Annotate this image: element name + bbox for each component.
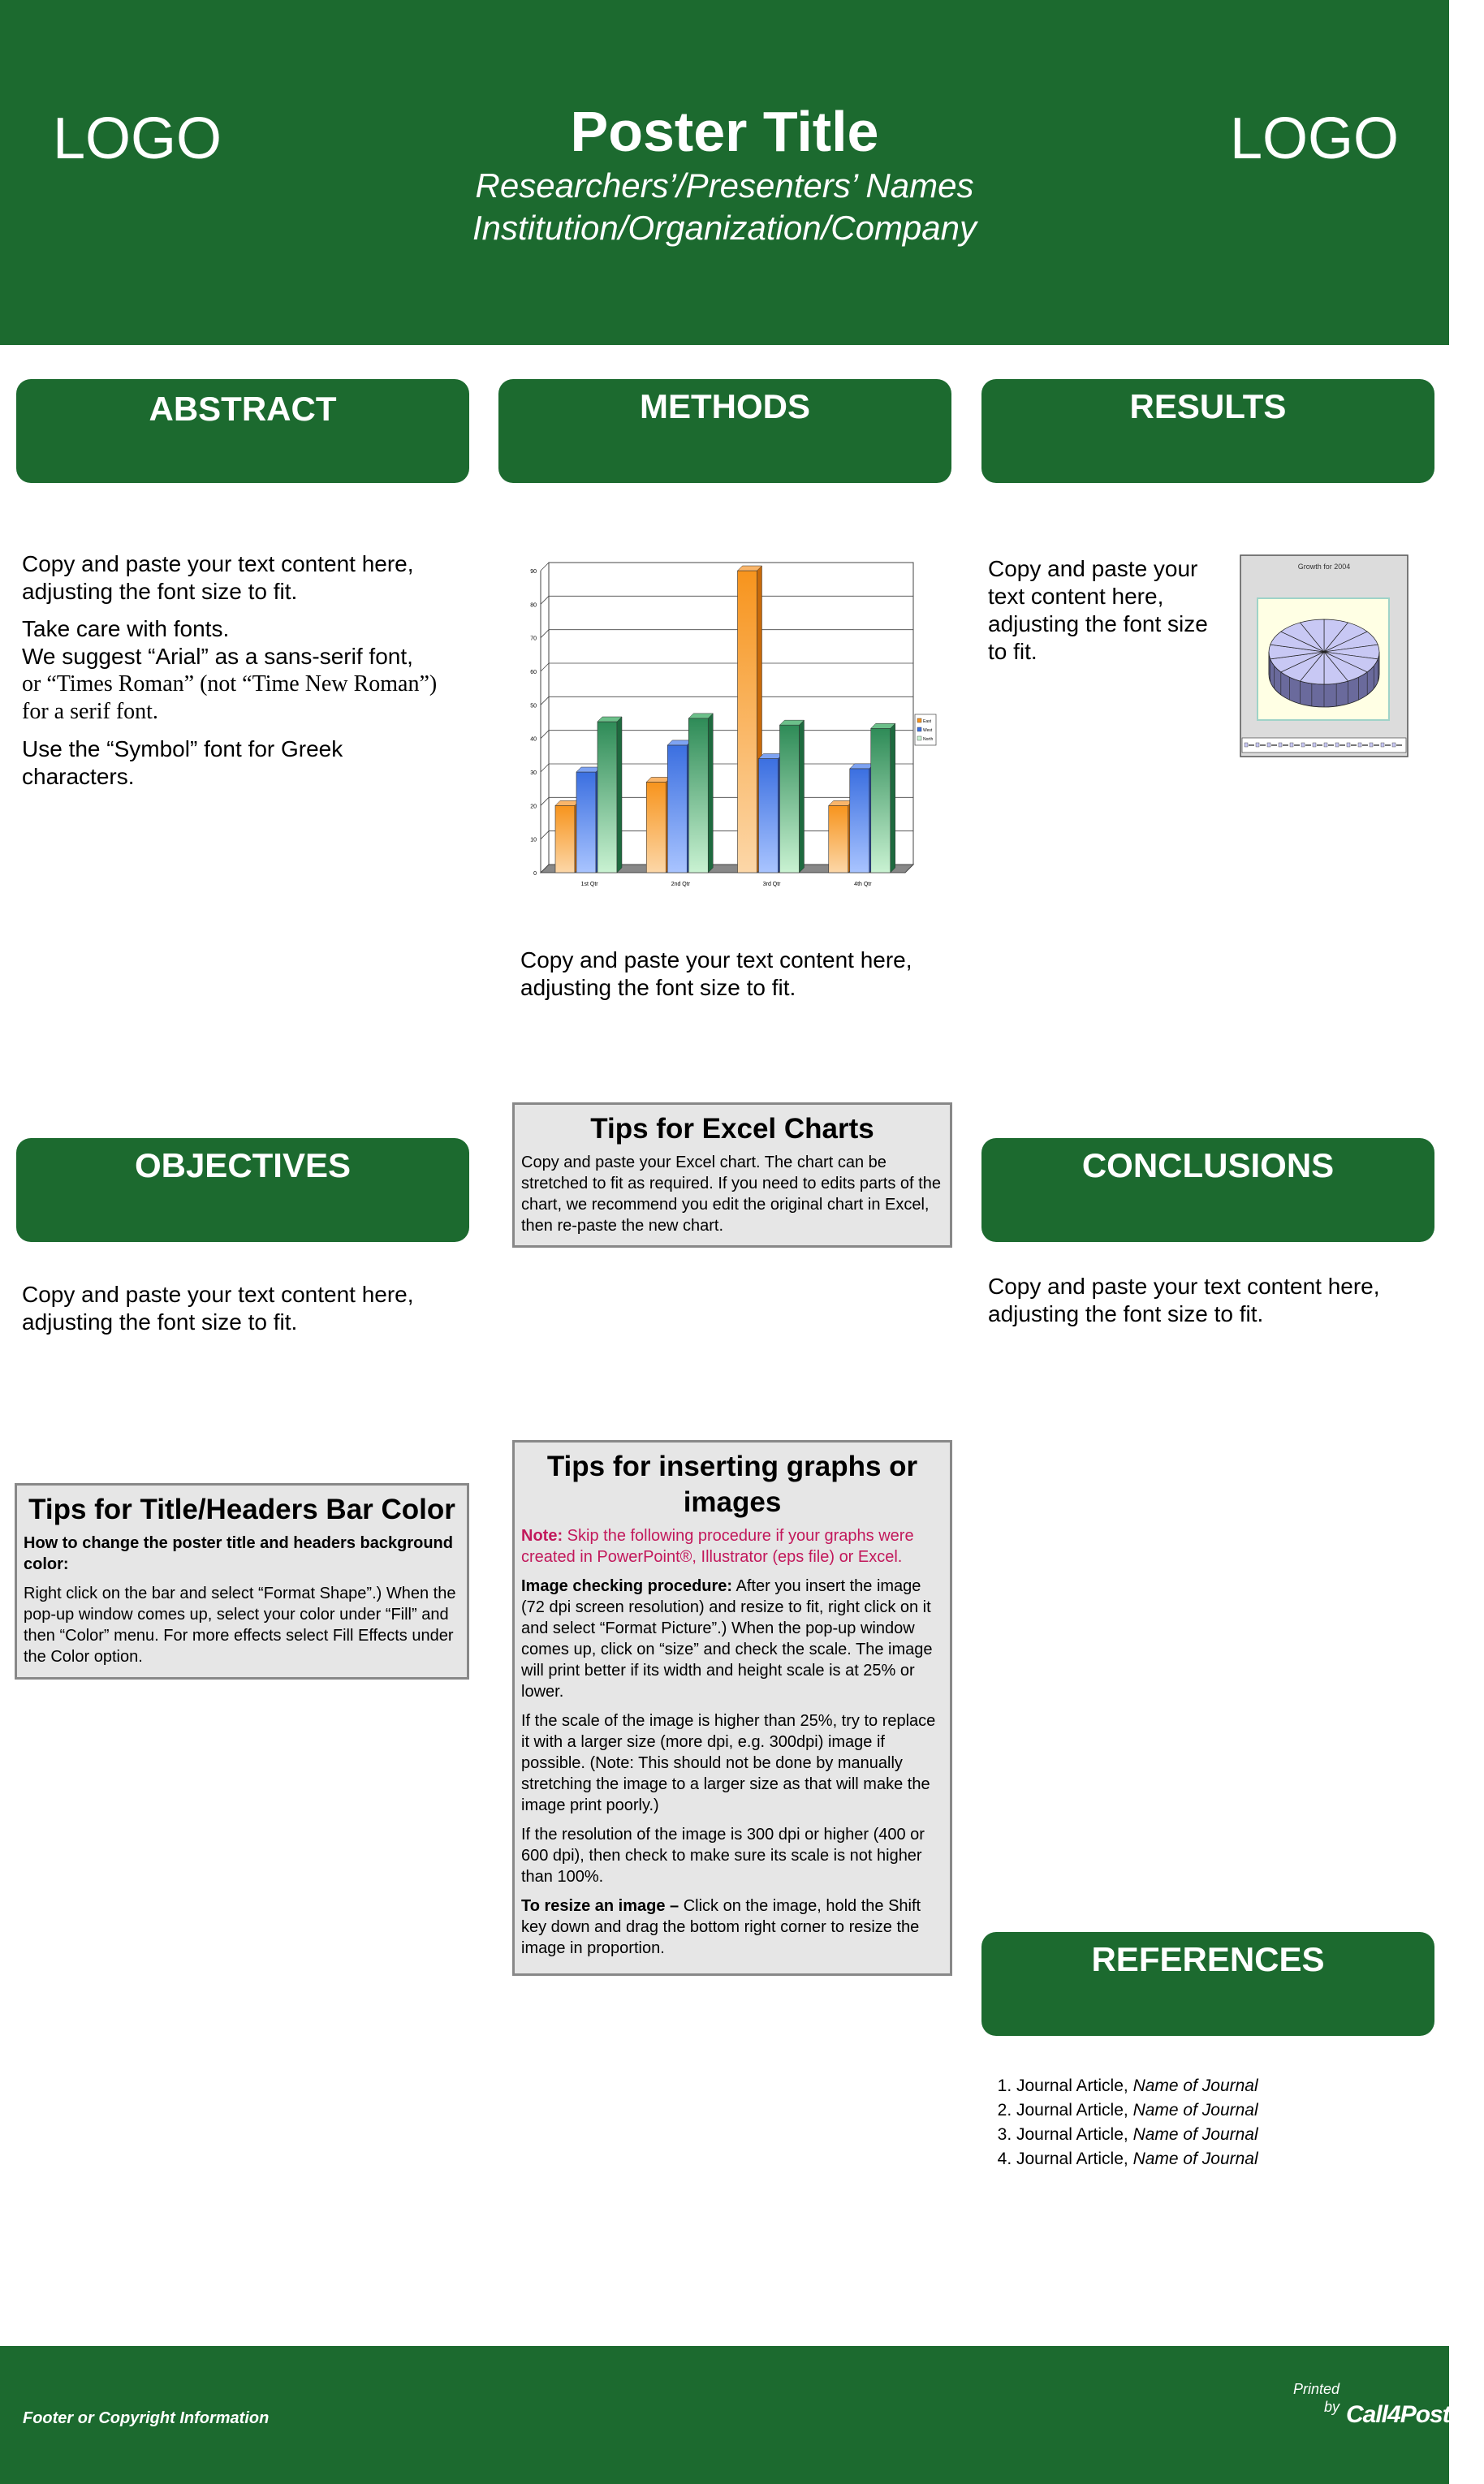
tips-excel-body: Copy and paste your Excel chart. The chart can be stretched to fit as required. If you need to edits parts of the chart, we recommend you edit the original chart in Excel, then re-paste the new chart. xyxy=(521,1154,941,1235)
legend-label: East xyxy=(923,719,932,724)
results-text[interactable]: Copy and paste your text content here, adjusting the font size to fit. xyxy=(988,556,1208,664)
y-tick-label: 30 xyxy=(530,770,537,776)
y-tick-label: 40 xyxy=(530,736,537,743)
poster-title[interactable]: Poster Title xyxy=(570,100,879,163)
methods-bar-chart[interactable] xyxy=(520,564,942,897)
y-tick-label: 80 xyxy=(530,602,537,609)
gridline xyxy=(541,563,549,571)
tips-excel-box[interactable] xyxy=(512,1102,952,1248)
tips-images-note xyxy=(521,1525,943,1568)
bar xyxy=(646,782,666,873)
pie-legend-swatch xyxy=(1279,743,1282,747)
references-header-bar[interactable] xyxy=(981,1932,1434,2036)
abstract-header-bar[interactable] xyxy=(16,379,469,483)
tips-excel-title: Tips for Excel Charts xyxy=(590,1113,874,1145)
pie-legend-swatch xyxy=(1267,743,1270,747)
bar-side xyxy=(891,723,895,873)
gridline xyxy=(541,831,549,839)
legend-swatch xyxy=(917,727,921,731)
abstract-serif-line: or “Times Roman” (not “Time New Roman”) for a serif font. xyxy=(22,671,438,724)
tips-images-resize xyxy=(521,1895,943,1959)
tips-images-check xyxy=(521,1576,943,1702)
institution[interactable]: Institution/Organization/Company xyxy=(472,209,977,247)
abstract-paragraph: Copy and paste your text content here, adjusting the font size to fit. xyxy=(22,551,414,604)
abstract-fonts-line: Take care with fonts. xyxy=(22,616,230,641)
gridline xyxy=(541,663,549,671)
legend-swatch xyxy=(917,736,921,740)
tips-images-box[interactable] xyxy=(512,1440,952,1976)
results-pie-chart[interactable] xyxy=(1240,554,1410,759)
tips-images-resolution: If the resolution of the image is 300 dpi or higher (400 or 600 dpi), then check to make sure its scale is not higher than 100%. xyxy=(521,1826,925,1886)
check-label: Image checking procedure: xyxy=(521,1577,733,1595)
bar xyxy=(759,758,779,873)
abstract-symbol-line: Use the “Symbol” font for Greek characters. xyxy=(22,736,343,789)
bar xyxy=(555,805,575,873)
methods-header-bar[interactable] xyxy=(498,379,951,483)
check-text: After you insert the image (72 dpi screen resolution) and resize to fit, right click on it and select “Format Picture”.) When the pop-up window comes up, click on “size” and check the scale. The image will print better if its width and height scale is at 25% or lower. xyxy=(521,1577,933,1701)
tips-title-lead: How to change the poster title and headers background color: xyxy=(24,1534,453,1573)
x-tick-label: 2nd Qtr xyxy=(671,882,691,887)
abstract-arial-line: We suggest “Arial” as a sans-serif font, xyxy=(22,644,413,669)
bar xyxy=(738,571,757,873)
footer-bar[interactable] xyxy=(0,2346,1484,2484)
footer-text[interactable]: Footer or Copyright Information xyxy=(23,2409,270,2427)
bar xyxy=(780,725,800,873)
tips-title-title: Tips for Title/Headers Bar Color xyxy=(28,1494,455,1525)
gridline xyxy=(541,731,549,739)
gridline xyxy=(541,797,549,805)
pie-legend-swatch xyxy=(1313,743,1316,747)
pie-legend-swatch xyxy=(1301,743,1305,747)
y-tick-label: 60 xyxy=(530,670,537,675)
pie-legend-swatch xyxy=(1381,743,1384,747)
bar-side xyxy=(800,720,805,873)
bar xyxy=(597,722,617,873)
gridline xyxy=(541,696,549,705)
conclusions-heading: CONCLUSIONS xyxy=(1081,1146,1335,1184)
pie-legend-swatch xyxy=(1245,743,1248,747)
y-tick-label: 90 xyxy=(530,569,537,575)
pie-legend-swatch xyxy=(1347,743,1350,747)
tips-title-box[interactable] xyxy=(15,1483,469,1680)
x-tick-label: 3rd Qtr xyxy=(762,882,781,887)
objectives-text[interactable]: Copy and paste your text content here, adjusting the font size to fit. xyxy=(22,1282,414,1335)
note-label: Note: xyxy=(521,1527,563,1545)
tips-images-title: Tips for inserting graphs or images xyxy=(546,1451,918,1518)
bar-side xyxy=(617,717,622,873)
bar xyxy=(829,805,848,873)
pie-legend-swatch xyxy=(1324,743,1327,747)
objectives-header-bar[interactable] xyxy=(16,1138,469,1242)
results-header-bar[interactable] xyxy=(981,379,1434,483)
y-tick-label: 20 xyxy=(530,804,537,810)
reference-item: 2. Journal Article, Name of Journal xyxy=(1016,2098,1258,2123)
references-list[interactable] xyxy=(997,2074,1258,2171)
objectives-heading: OBJECTIVES xyxy=(134,1146,352,1184)
abstract-heading: ABSTRACT xyxy=(149,390,337,428)
printer-logo: Call4Posters xyxy=(1346,2401,1484,2428)
abstract-text[interactable] xyxy=(22,550,460,800)
printed-by: Printed by xyxy=(1292,2381,1339,2415)
reference-item: 4. Journal Article, Name of Journal xyxy=(1016,2147,1258,2171)
bar xyxy=(850,769,869,873)
gridline xyxy=(541,764,549,772)
reference-item: 1. Journal Article, Name of Journal xyxy=(1016,2074,1258,2098)
tips-title-body: Right click on the bar and select “Format Shape”.) When the pop-up window comes up, select your color under “Fill” and then “Color” menu. For more effects select Fill Effects under the Color option. xyxy=(24,1585,456,1666)
pie-legend-swatch xyxy=(1392,743,1396,747)
title-bar[interactable] xyxy=(0,0,1449,345)
logo-right: LOGO xyxy=(1230,106,1400,171)
pie-legend-swatch xyxy=(1370,743,1373,747)
legend-label: West xyxy=(923,728,933,733)
gridline xyxy=(541,596,549,604)
pie-legend-swatch xyxy=(1358,743,1361,747)
pie-legend-swatch xyxy=(1256,743,1259,747)
x-tick-label: 1st Qtr xyxy=(580,882,598,887)
bar xyxy=(576,772,596,873)
reference-item: 3. Journal Article, Name of Journal xyxy=(1016,2123,1258,2147)
bar xyxy=(667,745,687,873)
y-tick-label: 50 xyxy=(530,703,537,709)
y-tick-label: 10 xyxy=(530,837,537,843)
pie-legend-swatch xyxy=(1290,743,1293,747)
bar xyxy=(688,718,708,873)
x-tick-label: 4th Qtr xyxy=(854,882,872,887)
results-heading: RESULTS xyxy=(1129,387,1287,425)
y-tick-label: 0 xyxy=(533,871,537,877)
pie-title: Growth for 2004 xyxy=(1297,563,1351,571)
bar xyxy=(871,728,891,873)
presenter-names[interactable]: Researchers’/Presenters’ Names xyxy=(475,166,974,205)
methods-heading: METHODS xyxy=(640,387,810,425)
resize-text: Click on the image, hold the Shift key down and drag the bottom right corner to resize the image in proportion. xyxy=(521,1897,921,1957)
resize-label: To resize an image – xyxy=(521,1897,679,1915)
y-tick-label: 70 xyxy=(530,636,537,642)
gridline xyxy=(541,630,549,638)
legend-swatch xyxy=(917,718,921,722)
pie-legend-swatch xyxy=(1335,743,1339,747)
methods-text[interactable]: Copy and paste your text content here, adjusting the font size to fit. xyxy=(520,947,912,1000)
tips-images-scale: If the scale of the image is higher than 25%, try to replace it with a larger size (more dpi, e.g. 300dpi) image if possible. (Note: This should not be done by manually stretching the image to a larger size as that will make the image print poorly.) xyxy=(521,1712,936,1814)
conclusions-text[interactable]: Copy and paste your text content here, adjusting the font size to fit. xyxy=(988,1274,1380,1326)
legend-label: North xyxy=(923,737,934,742)
conclusions-header-bar[interactable] xyxy=(981,1138,1434,1242)
note-text: Skip the following procedure if your graphs were created in PowerPoint®, Illustrator (eps file) or Excel. xyxy=(521,1527,914,1566)
references-heading: REFERENCES xyxy=(1091,1940,1325,1978)
bar-side xyxy=(708,714,713,873)
logo-left: LOGO xyxy=(53,106,222,171)
